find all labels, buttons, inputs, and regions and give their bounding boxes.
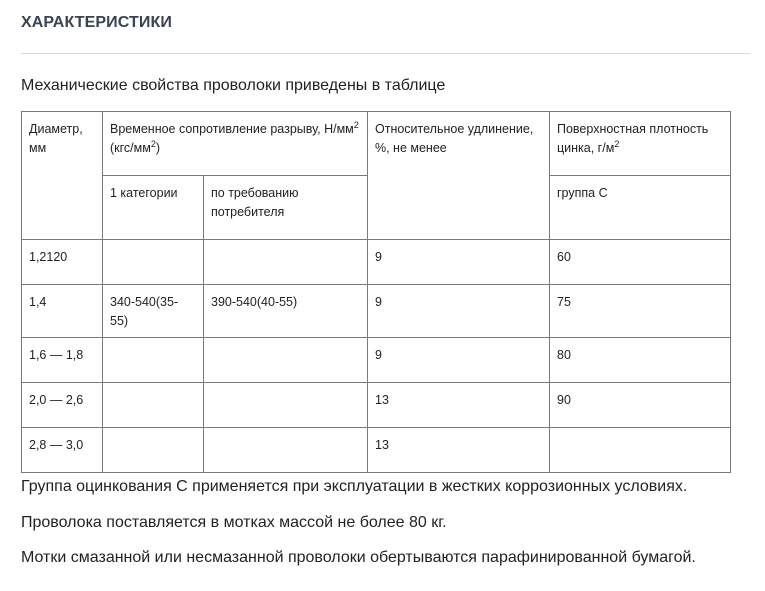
paragraph-zinc-group: Группа оцинкования С применяется при эксплуатации в жестких коррозионных условиях. [21,478,688,495]
cell-request [204,428,368,473]
cell-request [204,338,368,383]
cell-zinc: 60 [550,240,731,285]
cell-cat1 [103,240,204,285]
cell-elongation: 9 [368,338,550,383]
intro-text: Механические свойства проволоки приведены в таблице [21,77,446,94]
cell-zinc: 90 [550,383,731,428]
header-tensile: Временное сопротивление разрыву, $Н/мм^2$ $(кгс/мм^2)$ [103,112,368,176]
cell-diameter: 1,4 [22,285,103,338]
cell-cat1 [103,428,204,473]
cell-diameter: 1,2120 [22,240,103,285]
cell-request [204,240,368,285]
cell-elongation: 13 [368,383,550,428]
cell-cat1: 340-540(35-55) [103,285,204,338]
paragraph-coil-mass: Проволока поставляется в мотках массой не более 80 кг. [21,514,447,531]
header-diameter: Диаметр, мм [22,112,103,240]
table-row [22,285,731,338]
cell-cat1 [103,338,204,383]
properties-table [21,111,731,473]
cell-request: 390-540(40-55) [204,285,368,338]
table-row [22,240,731,285]
cell-zinc: 75 [550,285,731,338]
cell-diameter: 2,8 — 3,0 [22,428,103,473]
header-group-c: группа С [550,176,731,240]
divider [21,53,750,54]
cell-elongation: 9 [368,285,550,338]
cell-request [204,383,368,428]
cell-elongation: 13 [368,428,550,473]
table-row [22,338,731,383]
table-header-row [22,112,731,176]
paragraph-packaging: Мотки смазанной или несмазанной проволоки обертываются парафинированной бумагой. [21,549,696,566]
cell-diameter: 2,0 — 2,6 [22,383,103,428]
cell-cat1 [103,383,204,428]
header-by-request: по требованию потребителя [204,176,368,240]
cell-zinc [550,428,731,473]
cell-zinc: 80 [550,338,731,383]
cell-diameter: 1,6 — 1,8 [22,338,103,383]
table-row [22,428,731,473]
header-elongation: Относительное удлинение, %, не менее [368,112,550,240]
header-category1: 1 категории [103,176,204,240]
cell-elongation: 9 [368,240,550,285]
header-zinc: Поверхностная плотность цинка, $г/м^2$ [550,112,731,176]
table-row [22,383,731,428]
section-title: ХАРАКТЕРИСТИКИ [21,14,172,31]
